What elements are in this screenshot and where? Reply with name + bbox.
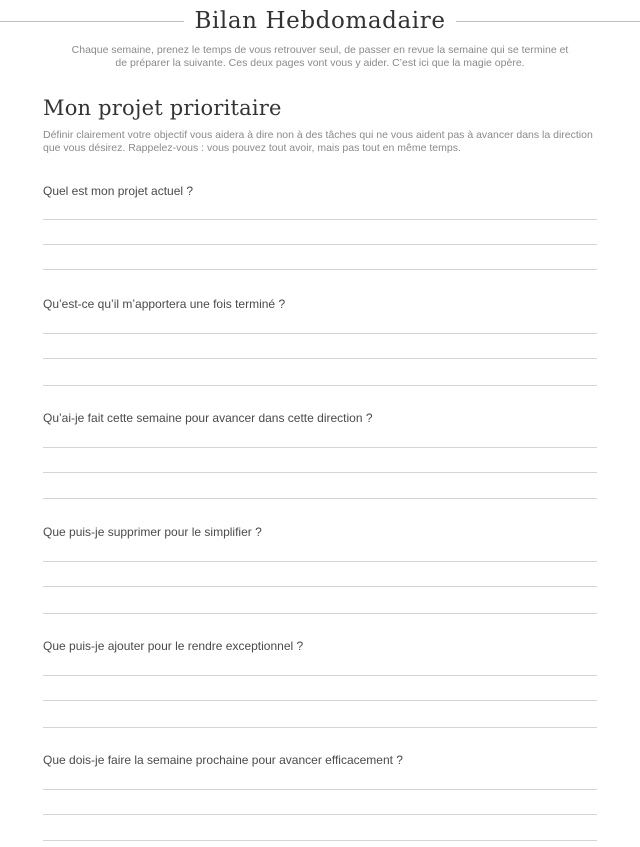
question-block xyxy=(43,297,597,311)
answer-line[interactable] xyxy=(43,447,597,448)
answer-line[interactable] xyxy=(43,498,597,499)
question-label: Que puis-je supprimer pour le simplifier ? xyxy=(43,525,262,539)
section-desc-line-2: que vous désirez. Rappelez-vous : vous pouvez tout avoir, mais pas tout en même temps. xyxy=(43,142,461,154)
question-label: Qu’ai-je fait cette semaine pour avancer dans cette direction ? xyxy=(43,411,373,425)
question-label: Que puis-je ajouter pour le rendre exceptionnel ? xyxy=(43,639,304,653)
answer-line[interactable] xyxy=(43,219,597,220)
answer-line[interactable] xyxy=(43,561,597,562)
answer-line[interactable] xyxy=(43,675,597,676)
question-label: Qu’est-ce qu’il m’apportera une fois terminé ? xyxy=(43,297,286,311)
answer-line[interactable] xyxy=(43,840,597,841)
question-block xyxy=(43,753,597,767)
title-rule-left xyxy=(0,21,184,22)
page-title: Bilan Hebdomadaire xyxy=(194,8,446,34)
section-description xyxy=(43,129,603,155)
intro-line-1: Chaque semaine, prenez le temps de vous retrouver seul, de passer en revue la semaine qui se termine et xyxy=(71,44,569,56)
title-rule-right xyxy=(456,21,640,22)
intro-line-2: de préparer la suivante. Ces deux pages vont vous y aider. C’est ici que la magie opère. xyxy=(115,57,525,69)
intro-text xyxy=(60,44,580,70)
answer-line[interactable] xyxy=(43,814,597,815)
answer-line[interactable] xyxy=(43,700,597,701)
answer-line[interactable] xyxy=(43,385,597,386)
section-desc-line-1: Définir clairement votre objectif vous aidera à dire non à des tâches qui ne vous aident pas à avancer dans la direction xyxy=(43,129,593,141)
answer-line[interactable] xyxy=(43,789,597,790)
answer-line[interactable] xyxy=(43,269,597,270)
question-label: Quel est mon projet actuel ? xyxy=(43,184,194,198)
question-block xyxy=(43,411,597,425)
question-label: Que dois-je faire la semaine prochaine pour avancer efficacement ? xyxy=(43,753,403,767)
answer-line[interactable] xyxy=(43,727,597,728)
title-row xyxy=(0,4,640,38)
answer-line[interactable] xyxy=(43,244,597,245)
answer-line[interactable] xyxy=(43,613,597,614)
answer-line[interactable] xyxy=(43,472,597,473)
question-block xyxy=(43,184,597,198)
question-block xyxy=(43,639,597,653)
answer-line[interactable] xyxy=(43,333,597,334)
answer-line[interactable] xyxy=(43,586,597,587)
answer-line[interactable] xyxy=(43,358,597,359)
question-block xyxy=(43,525,597,539)
section-title: Mon projet prioritaire xyxy=(43,96,282,120)
